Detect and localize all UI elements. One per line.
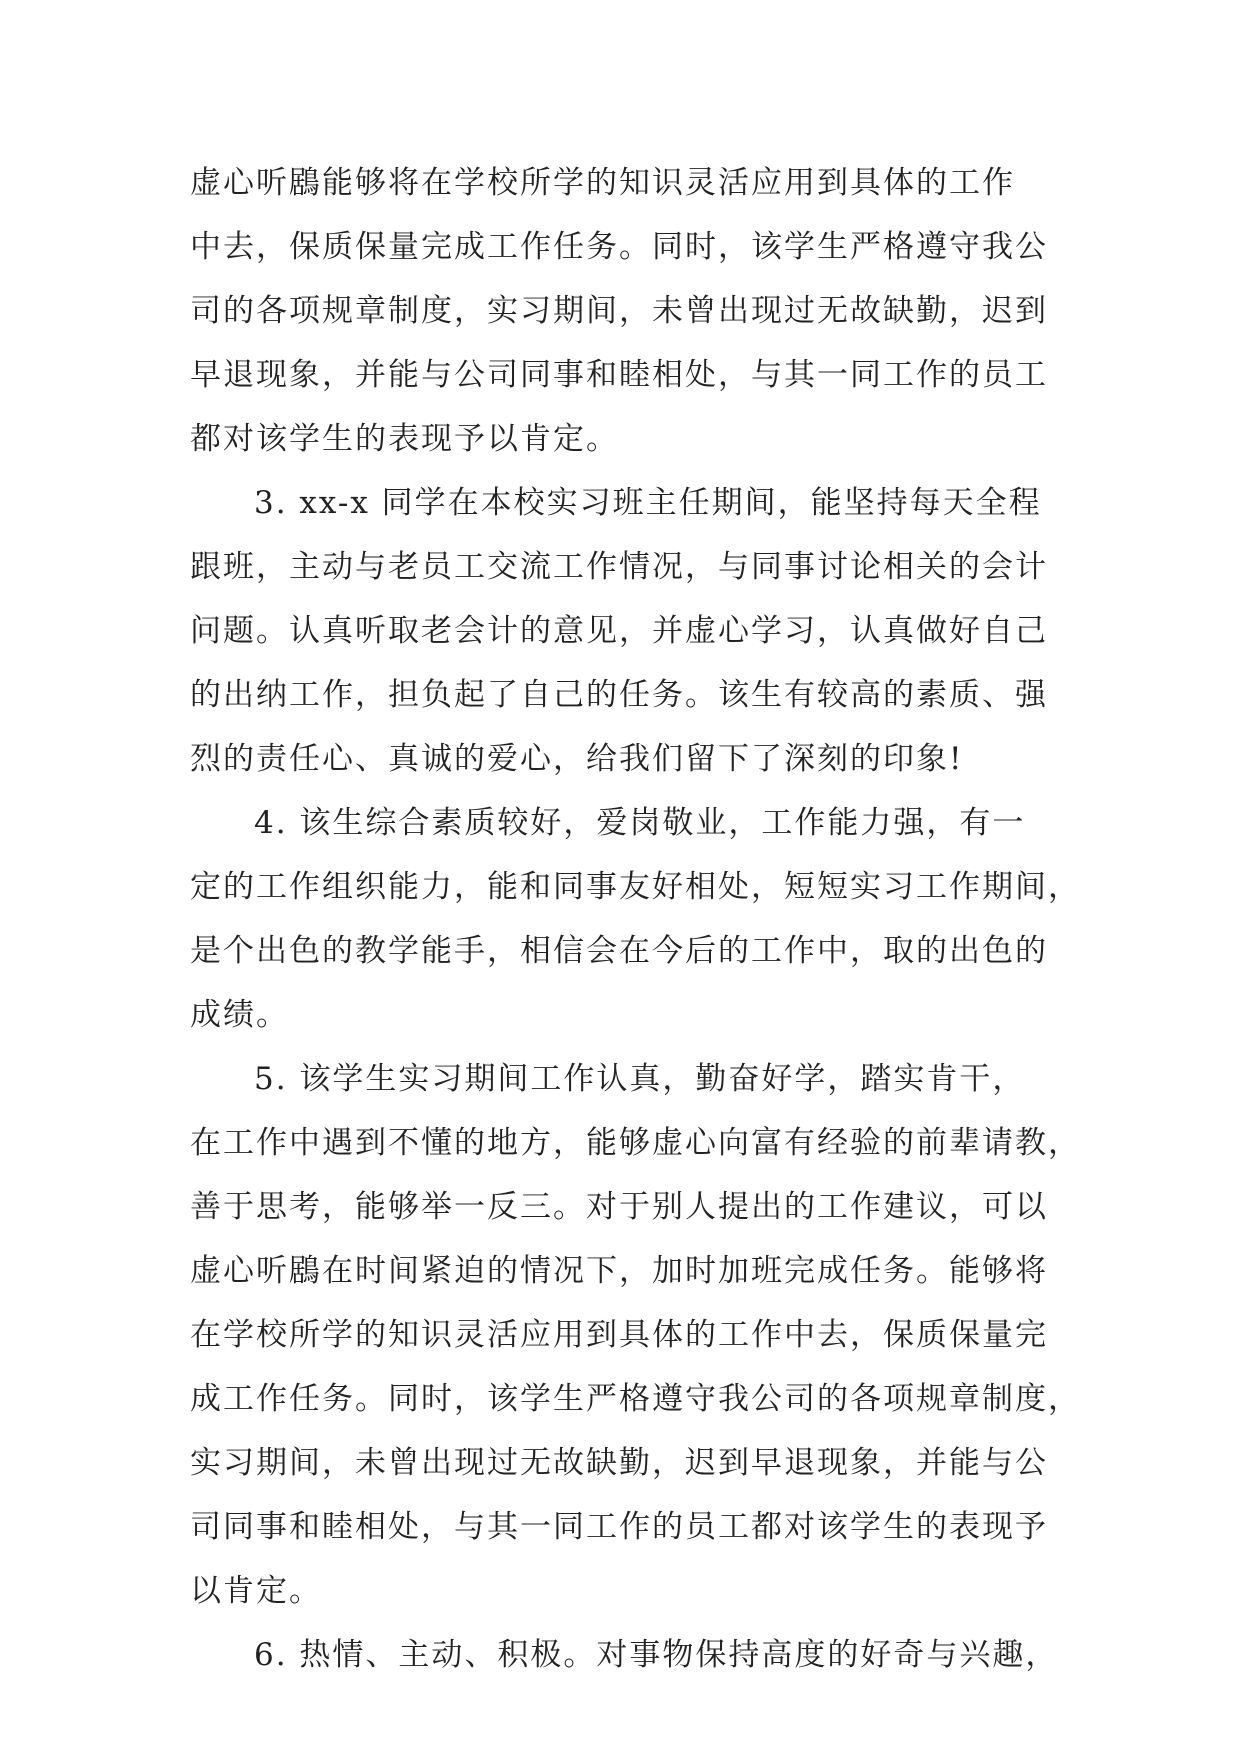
paragraph-3-start: 3. xx-x 同学在本校实习班主任期间，能坚持每天全程 bbox=[254, 485, 1042, 521]
text-line: 成绩。 bbox=[190, 997, 289, 1033]
text-line: 是个出色的教学能手，相信会在今后的工作中，取的出色的 bbox=[190, 933, 1048, 969]
paragraph-6-start: 6. 热情、主动、积极。对事物保持高度的好奇与兴趣， bbox=[254, 1637, 1059, 1673]
text-line: 以肯定。 bbox=[190, 1573, 322, 1609]
text-line: 在学校所学的知识灵活应用到具体的工作中去，保质保量完 bbox=[190, 1317, 1048, 1353]
text-line: 烈的责任心、真诚的爱心，给我们留下了深刻的印象! bbox=[190, 741, 964, 777]
paragraph-5-start: 5. 该学生实习期间工作认真，勤奋好学，踏实肯干， bbox=[254, 1061, 1026, 1097]
text-line: 的出纳工作，担负起了自己的任务。该生有较高的素质、强 bbox=[190, 677, 1048, 713]
text-line: 在工作中遇到不懂的地方，能够虚心向富有经验的前辈请教， bbox=[190, 1125, 1081, 1161]
text-line: 定的工作组织能力，能和同事友好相处，短短实习工作期间， bbox=[190, 869, 1081, 905]
text-line: 问题。认真听取老会计的意见，并虚心学习，认真做好自己 bbox=[190, 613, 1048, 649]
text-line: 早退现象，并能与公司同事和睦相处，与其一同工作的员工 bbox=[190, 357, 1048, 393]
text-line: 中去，保质保量完成工作任务。同时，该学生严格遵守我公 bbox=[190, 229, 1048, 265]
text-line: 成工作任务。同时，该学生严格遵守我公司的各项规章制度， bbox=[190, 1381, 1081, 1417]
text-line: 司同事和睦相处，与其一同工作的员工都对该学生的表现予 bbox=[190, 1509, 1048, 1545]
text-line: 跟班，主动与老员工交流工作情况，与同事讨论相关的会计 bbox=[190, 549, 1048, 585]
text-line: 实习期间，未曾出现过无故缺勤，迟到早退现象，并能与公 bbox=[190, 1445, 1048, 1481]
text-line: 司的各项规章制度，实习期间，未曾出现过无故缺勤，迟到 bbox=[190, 293, 1048, 329]
text-line: 虚心听鶋在时间紧迫的情况下，加时加班完成任务。能够将 bbox=[190, 1253, 1048, 1289]
text-line: 善于思考，能够举一反三。对于别人提出的工作建议，可以 bbox=[190, 1189, 1048, 1225]
text-line: 都对该学生的表现予以肯定。 bbox=[190, 421, 619, 457]
text-line: 虚心听鶋能够将在学校所学的知识灵活应用到具体的工作 bbox=[190, 165, 1015, 201]
paragraph-4-start: 4. 该生综合素质较好，爱岗敬业，工作能力强，有一 bbox=[254, 805, 1026, 841]
